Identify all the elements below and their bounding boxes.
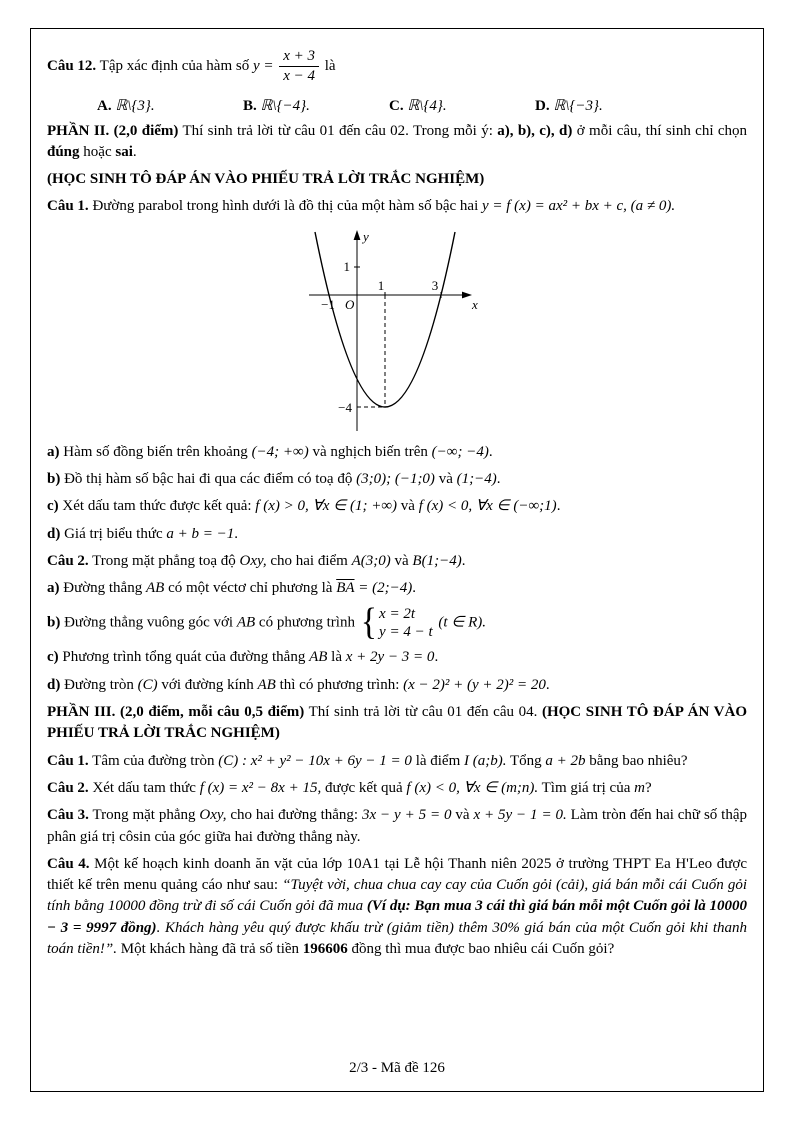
part3-note-text: (HỌC SINH TÔ ĐÁP ÁN VÀO PHIẾU TRẢ LỜI TRẮC NGHIỆM): [47, 704, 747, 742]
part2-header: [47, 121, 747, 164]
question-label: Câu 4.: [47, 855, 90, 872]
question-label: Câu 1.: [47, 752, 89, 769]
question-2-label: Câu 2.: [47, 552, 89, 569]
x-axis-label: x: [472, 296, 478, 312]
question-12-text: Tập xác định của hàm số: [99, 58, 250, 75]
statement-text: .: [488, 443, 493, 460]
question-text: Một khách hàng đã trả số tiền: [120, 941, 300, 958]
question-2-text: cho hai điểm: [270, 552, 348, 569]
math-expression: AB: [236, 614, 256, 631]
statement-2c: [47, 647, 747, 668]
math-expression: I (a;b).: [464, 752, 507, 769]
math-expression: (−∞; −4): [431, 443, 489, 460]
question-text: Làm tròn đến hai chữ số thập phân giá trị côsin của góc giữa hai đường thẳng này.: [47, 807, 748, 845]
part3-question-4: [47, 854, 747, 960]
part2-true-word: đúng: [47, 143, 80, 160]
question-label: Câu 2.: [47, 779, 89, 796]
system-equation-1: x = 2t: [379, 606, 415, 623]
part2-note-text: (HỌC SINH TÔ ĐÁP ÁN VÀO PHIẾU TRẢ LỜI TRẮC NGHIỆM): [47, 171, 485, 188]
math-expression: A(3;0): [351, 552, 391, 569]
math-expression: 3x − y + 5 = 0: [361, 807, 452, 824]
math-expression: (x − 2)² + (y + 2)² = 20: [403, 676, 546, 693]
statement-text: .: [545, 676, 550, 693]
math-expression: x + 2y − 3 = 0: [345, 649, 435, 666]
math-expression: AB: [309, 649, 328, 666]
math-expression: (1;−4): [456, 470, 497, 487]
part2-title: PHẦN II. (2,0 điểm): [47, 122, 179, 139]
option-a-label: A.: [97, 97, 112, 114]
question-2-text: Trong mặt phẳng toạ độ: [92, 552, 236, 569]
question-text: Tổng: [509, 752, 542, 769]
question-text: Trong mặt phẳng: [92, 807, 196, 824]
statement-text: và: [400, 498, 415, 515]
statement-label: b): [47, 470, 61, 487]
statement-text: là: [331, 649, 342, 666]
math-expression: (3;0); (−1;0): [356, 470, 435, 487]
statement-text: có phương trình: [258, 614, 355, 631]
statement-2b: [47, 602, 747, 644]
math-expression: f (x) < 0, ∀x ∈ (−∞;1): [418, 498, 557, 515]
statement-text: với đường kính: [161, 676, 254, 693]
y1-tick-label: 1: [343, 258, 350, 274]
math-expression: f (x) > 0, ∀x ∈ (1; +∞): [255, 498, 398, 515]
statement-text: Đường thẳng: [63, 580, 143, 597]
statement-text: Giá trị biểu thức: [64, 525, 163, 542]
amount-paid: 196606: [302, 941, 348, 958]
math-expression: f (x) < 0, ∀x ∈ (m;n).: [406, 779, 539, 796]
statement-text: .: [434, 649, 439, 666]
statement-1b: [47, 469, 747, 490]
equation-system: [360, 602, 433, 644]
statement-text: có một véctơ chỉ phương là: [168, 580, 333, 597]
part2-items: a), b), c), d): [497, 122, 573, 139]
option-a-value: ℝ\{3}.: [115, 97, 155, 114]
fraction: [277, 48, 321, 86]
option-b-value: ℝ\{−4}.: [260, 97, 310, 114]
x-minus1-tick-label: −1: [321, 296, 335, 312]
question-1-text: Đường parabol trong hình dưới là đồ thị của một hàm số bậc hai: [92, 198, 479, 215]
statement-text: và: [438, 470, 453, 487]
math-expression: AB: [257, 676, 276, 693]
question-2-text: .: [461, 552, 466, 569]
question-label: Câu 3.: [47, 807, 89, 824]
math-expression: x + 5y − 1 = 0.: [473, 807, 567, 824]
part2-text: ở mỗi câu, thí sinh chỉ chọn: [576, 122, 748, 139]
statement-text: Đường tròn: [64, 676, 134, 693]
option-c: [389, 96, 535, 115]
option-b-label: B.: [243, 97, 257, 114]
statement-text: .: [412, 580, 416, 597]
math-expression: Oxy,: [199, 807, 227, 824]
formula-lhs: y =: [252, 58, 274, 75]
question-12: [47, 48, 747, 86]
vector-BA: $\overline{BA}$: [336, 580, 355, 597]
statement-label: c): [47, 649, 59, 666]
math-expression: a + 2b: [545, 752, 586, 769]
question-text: Xét dấu tam thức: [92, 779, 196, 796]
math-expression: = (2;−4): [358, 580, 413, 597]
question-12-text-after: là: [324, 58, 336, 75]
statement-text: Đường thẳng vuông góc với: [64, 614, 234, 631]
fraction-denominator: x − 4: [283, 68, 316, 85]
math-expression: (−4; +∞): [251, 443, 309, 460]
question-1-label: Câu 1.: [47, 198, 89, 215]
statement-label: a): [47, 580, 60, 597]
statement-label: d): [47, 525, 61, 542]
system-equations: [379, 605, 433, 641]
question-text: đồng thì mua được bao nhiêu cái Cuốn gỏi?: [351, 941, 615, 958]
option-d-label: D.: [535, 97, 550, 114]
math-expression: m: [634, 779, 645, 796]
y-axis-arrow: [354, 230, 361, 240]
math-expression: B(1;−4): [412, 552, 462, 569]
part2-question-2: [47, 551, 747, 572]
statement-text: Hàm số đồng biến trên khoảng: [63, 443, 248, 460]
part3-text: Thí sinh trả lời từ câu 01 đến câu 04.: [308, 704, 538, 721]
option-d: [535, 96, 681, 115]
math-expression: (C): [137, 676, 158, 693]
statement-2d: [47, 675, 747, 696]
part3-header: [47, 702, 747, 745]
page-footer: [47, 1060, 747, 1079]
part3-question-3: [47, 805, 747, 848]
fraction-numerator: x + 3: [279, 48, 319, 67]
part3-title: PHẦN III. (2,0 điểm, mỗi câu 0,5 điểm): [47, 704, 305, 721]
option-a: [97, 96, 243, 115]
math-expression: a + b = −1: [166, 525, 235, 542]
y-axis-label: y: [363, 228, 369, 244]
option-c-label: C.: [389, 97, 404, 114]
question-2-text: và: [394, 552, 409, 569]
page-frame: [30, 28, 764, 1092]
part3-question-1: [47, 751, 747, 772]
part2-note: [47, 169, 747, 190]
page-number: 2/3 - Mã đề 126: [349, 1060, 445, 1076]
math-expression: AB: [145, 580, 165, 597]
question-12-label: Câu 12.: [47, 58, 97, 75]
y-minus4-tick-label: −4: [338, 399, 352, 415]
menu-quote: . Khách hàng yêu quý được khấu trừ (giảm tiền) thêm 30% giá bán của một Cuốn gỏi khi thanh toán tiền!”.: [47, 919, 747, 958]
math-expression: (t ∈ R).: [438, 614, 487, 631]
option-d-value: ℝ\{−3}.: [553, 97, 603, 114]
statement-text: .: [556, 498, 561, 515]
menu-quote-example: (Ví dụ: Bạn mua 3 cái thì giá bán mỗi một Cuốn gỏi là 10000 − 3 = 9997 đồng): [47, 898, 748, 936]
question-text: Một kế hoạch kinh doanh ăn vặt của lớp 10A1 tại Lễ hội Thanh niên 2025 ở trường THPT Ea H'Leo được thiết kế trên menu quảng cáo như sau:: [47, 855, 747, 894]
x-axis-arrow: [462, 291, 472, 298]
question-text: Tìm giá trị của: [541, 779, 631, 796]
part2-question-1: [47, 196, 747, 217]
question-text: cho hai đường thẳng:: [230, 807, 359, 824]
math-expression: Oxy,: [239, 552, 267, 569]
statement-text: thì có phương trình:: [279, 676, 400, 693]
statement-text: .: [234, 525, 238, 542]
part2-text: Thí sinh trả lời từ câu 01 đến câu 02. Trong mỗi ý:: [182, 122, 493, 139]
statement-label: d): [47, 676, 61, 693]
question-text: bằng bao nhiêu?: [589, 752, 688, 769]
option-b: [243, 96, 389, 115]
statement-text: Phương trình tổng quát của đường thẳng: [62, 649, 306, 666]
question-1-formula: y = f (x) = ax² + bx + c, (a ≠ 0).: [481, 198, 676, 215]
part2-text: .: [132, 143, 137, 160]
statement-2a: [47, 578, 747, 599]
statement-text: Đồ thị hàm số bậc hai đi qua các điểm có toạ độ: [64, 470, 353, 487]
math-expression: f (x) = x² − 8x + 15,: [199, 779, 322, 796]
statement-text: .: [496, 470, 501, 487]
statement-text: và nghịch biến trên: [312, 443, 428, 460]
question-text: được kết quả: [324, 779, 403, 796]
system-brace: {: [360, 602, 378, 644]
menu-quote: “Tuyệt vời, chua chua cay cay của Cuốn gỏi (cải), giá bán mỗi cái Cuốn gỏi tính bằng 10000 đồng trừ đi số cái Cuốn gỏi đã mua: [47, 877, 747, 915]
statement-1c: [47, 496, 747, 517]
parabola-graph: [295, 223, 499, 435]
question-text: là điểm: [415, 752, 461, 769]
statement-label: c): [47, 498, 59, 515]
figure-container: [47, 223, 747, 435]
question-text: và: [455, 807, 470, 824]
x3-tick-label: 3: [431, 277, 439, 293]
part2-false-word: sai: [115, 143, 133, 160]
question-text: Tâm của đường tròn: [92, 752, 215, 769]
statement-label: a): [47, 443, 60, 460]
x1-tick-label: 1: [377, 277, 385, 293]
option-c-value: ℝ\{4}.: [407, 97, 447, 114]
question-text: ?: [644, 779, 652, 796]
system-equation-2: y = 4 − t: [379, 624, 433, 641]
part2-text: hoặc: [83, 143, 112, 160]
origin-label: O: [345, 296, 355, 312]
part3-question-2: [47, 778, 747, 799]
math-expression: (C) : x² + y² − 10x + 6y − 1 = 0: [218, 752, 412, 769]
statement-1a: [47, 442, 747, 463]
answer-options: [47, 96, 747, 115]
statement-label: b): [47, 614, 61, 631]
statement-1d: [47, 524, 747, 545]
statement-text: Xét dấu tam thức được kết quả:: [62, 498, 252, 515]
